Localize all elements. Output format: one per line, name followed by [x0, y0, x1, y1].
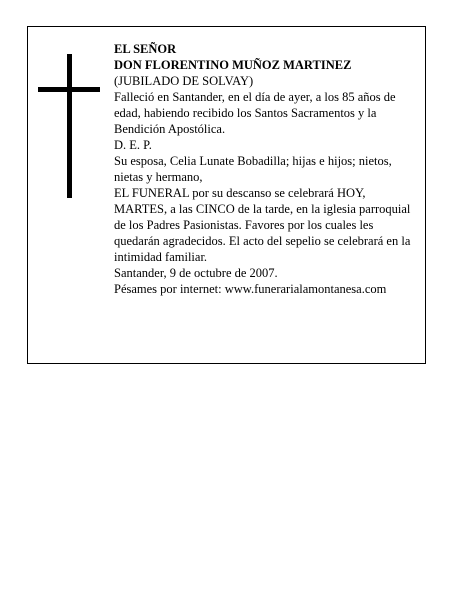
rip-line: D. E. P.: [114, 138, 152, 152]
deceased-name: DON FLORENTINO MUÑOZ MARTINEZ: [114, 58, 352, 72]
death-paragraph: Falleció en Santander, en el día de ayer, a los 85 años de edad, habiendo recibido los Santos Sacramentos y la Bendición Apostólica.: [114, 90, 396, 136]
cross-icon: [38, 54, 100, 198]
cross-vertical-bar: [67, 54, 72, 198]
obituary-notice: [27, 26, 426, 364]
funeral-paragraph: EL FUNERAL por su descanso se celebrará HOY, MARTES, a las CINCO de la tarde, en la iglesia parroquial de los Padres Pasionistas. Favores por los cuales les quedarán agradecidos. El acto del sepelio se celebrará en la intimidad familiar.: [114, 186, 411, 264]
family-paragraph: Su esposa, Celia Lunate Bobadilla; hijas e hijos; nietos, nietas y hermano,: [114, 154, 392, 184]
condolences-line: Pésames por internet: www.funerarialamontanesa.com: [114, 282, 387, 296]
notice-text: [114, 41, 419, 297]
cross-horizontal-bar: [38, 87, 100, 92]
deceased-subtitle: (JUBILADO DE SOLVAY): [114, 74, 254, 88]
notice-title: EL SEÑOR: [114, 42, 177, 56]
date-line: Santander, 9 de octubre de 2007.: [114, 266, 278, 280]
